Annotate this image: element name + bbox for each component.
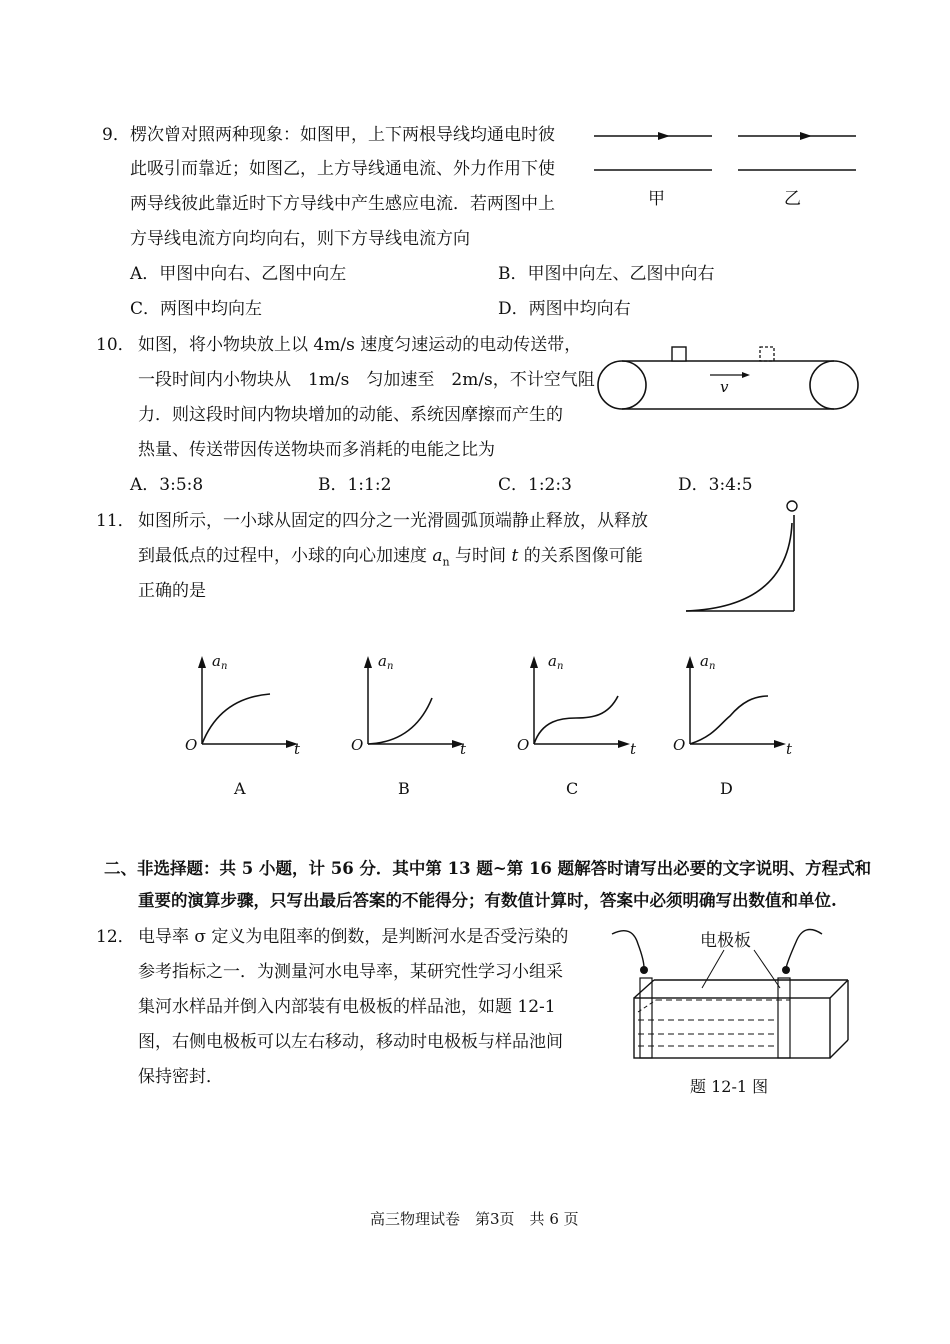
right-electrode-plate — [778, 978, 790, 1058]
q9-line-2: 此吸引而靠近；如图乙，上方导线通电流、外力作用下使 — [130, 159, 555, 179]
q9-wire-figure — [590, 120, 870, 220]
graph-d-y-arrow-icon — [686, 656, 694, 668]
q12-line-2: 参考指标之一．为测量河水电导率，某研究性学习小组采 — [138, 962, 563, 982]
graph-d-x-arrow-icon — [774, 740, 786, 748]
graph-b — [346, 650, 476, 800]
water-surface — [638, 1000, 656, 1012]
graph-a-x-label: t — [294, 740, 301, 758]
q9-option-b: B．甲图中向左、乙图中向右 — [498, 264, 715, 284]
left-terminal — [640, 966, 648, 974]
left-wire — [612, 931, 644, 968]
conveyor-belt-figure — [596, 340, 862, 415]
q10-number: 10． — [96, 335, 135, 355]
graph-b-y-arrow-icon — [364, 656, 372, 668]
q9-line-1: 楞次曾对照两种现象：如图甲，上下两根导线均通电时彼 — [130, 125, 555, 145]
graph-c-origin: O — [517, 736, 530, 754]
q9-option-a: A．甲图中向右、乙图中向左 — [130, 264, 347, 284]
an-subscript: n — [442, 555, 450, 569]
q9-option-c: C．两图中均向左 — [130, 299, 263, 319]
graph-c-curve — [534, 696, 618, 744]
graph-d-option-label: D — [720, 779, 733, 798]
q10-option-c: C．1:2:3 — [498, 475, 572, 495]
q12-line-1: 电导率 σ 定义为电阻率的倒数，是判断河水是否受污染的 — [138, 927, 569, 947]
q11-line-1: 如图所示，一小球从固定的四分之一光滑圆弧顶端静止释放，从释放 — [138, 511, 648, 531]
ball-icon — [787, 501, 797, 511]
q10-option-a: A．3:5:8 — [130, 475, 204, 495]
q10-line-1: 如图，将小物块放上以 4m/s 速度匀速运动的电动传送带， — [138, 335, 582, 355]
right-wire — [786, 930, 822, 969]
q12-line-4: 图，右侧电极板可以左右移动，移动时电极板与样品池间 — [138, 1032, 563, 1052]
left-roller — [598, 361, 646, 409]
graph-b-curve — [368, 698, 432, 744]
jia-arrow-icon — [658, 132, 670, 140]
q11-line-2 — [138, 539, 643, 579]
graph-c-y-arrow-icon — [530, 656, 538, 668]
q10-option-d: D．3:4:5 — [678, 475, 753, 495]
right-roller — [810, 361, 858, 409]
quarter-arc-figure — [682, 495, 802, 615]
label-jia: 甲 — [648, 189, 665, 209]
velocity-label: v — [720, 378, 729, 396]
q9-line-4: 方导线电流方向均向右，则下方导线电流方向 — [130, 229, 470, 249]
velocity-arrow-icon — [742, 372, 750, 378]
q12-line-5: 保持密封． — [138, 1067, 223, 1087]
sample-pool-figure — [598, 920, 858, 1100]
q11-line-2-c: 的关系图像可能 — [523, 546, 643, 566]
q9-line-3: 两导线彼此靠近时下方导线中产生感应电流．若两图中上 — [130, 194, 555, 214]
graph-a-origin: O — [185, 736, 198, 754]
quarter-arc — [686, 523, 792, 611]
pool-edge-tr — [830, 980, 848, 998]
pool-front — [634, 998, 830, 1058]
graph-d-y-label: $a_n$ — [700, 652, 716, 672]
q10-line-3: 力．则这段时间内物块增加的动能、系统因摩擦而产生的 — [138, 405, 563, 425]
q11-number: 11． — [96, 511, 135, 531]
graph-b-origin: O — [351, 736, 364, 754]
graph-d — [668, 650, 798, 800]
t-symbol: t — [511, 546, 519, 566]
q9-number: 9． — [102, 125, 130, 145]
an-symbol: a — [432, 546, 443, 566]
graph-d-curve — [690, 696, 768, 744]
graph-c-y-label: $a_n$ — [548, 652, 564, 672]
label-yi: 乙 — [784, 189, 801, 209]
q10-line-2: 一段时间内小物块从 1m/s 匀加速至 2m/s，不计空气阻 — [138, 370, 595, 390]
section2-header-line-2: 重要的演算步骤，只写出最后答案的不能得分；有数值计算时，答案中必须明确写出数值和单位. — [138, 891, 837, 910]
graph-a — [180, 650, 310, 800]
graph-a-curve — [202, 694, 270, 744]
label-pointer-right — [754, 950, 780, 988]
graph-c — [512, 650, 642, 800]
q11-line-2-a: 到最低点的过程中，小球的向心加速度 — [138, 546, 427, 566]
block-solid — [672, 347, 686, 361]
graph-d-origin: O — [673, 736, 686, 754]
graph-c-x-arrow-icon — [618, 740, 630, 748]
block-dashed — [760, 347, 774, 361]
graph-b-x-label: t — [460, 740, 467, 758]
graph-b-option-label: B — [398, 779, 410, 798]
q9-option-d: D．两图中均向右 — [498, 299, 631, 319]
q11-line-3: 正确的是 — [138, 581, 206, 601]
graph-d-x-label: t — [786, 740, 793, 758]
pool-edge-tl — [634, 980, 654, 998]
right-terminal — [782, 966, 790, 974]
graph-a-y-label: $a_n$ — [212, 652, 228, 672]
section2-header-line-1: 二、非选择题：共 5 小题，计 56 分．其中第 13 题~第 16 题解答时请写出必要的文字说明、方程式和 — [104, 859, 872, 878]
q11-line-2-b: 与时间 — [455, 546, 507, 566]
graph-a-option-label: A — [234, 779, 246, 798]
label-pointer-left — [702, 950, 724, 988]
figure-caption: 题 12-1 图 — [690, 1077, 769, 1096]
q10-line-4: 热量、传送带因传送物块而多消耗的电能之比为 — [138, 440, 495, 460]
pool-edge-br — [830, 1040, 848, 1058]
graph-b-y-label: $a_n$ — [378, 652, 394, 672]
q10-option-b: B．1:1:2 — [318, 475, 392, 495]
yi-arrow-icon — [800, 132, 812, 140]
q12-number: 12． — [96, 927, 135, 947]
graph-a-y-arrow-icon — [198, 656, 206, 668]
q12-line-3: 集河水样品并倒入内部装有电极板的样品池，如题 12-1 — [138, 997, 556, 1017]
page-footer: 高三物理试卷 第3页 共 6 页 — [370, 1210, 579, 1228]
graph-c-x-label: t — [630, 740, 637, 758]
electrode-label: 电极板 — [700, 931, 751, 951]
graph-c-option-label: C — [566, 779, 579, 798]
